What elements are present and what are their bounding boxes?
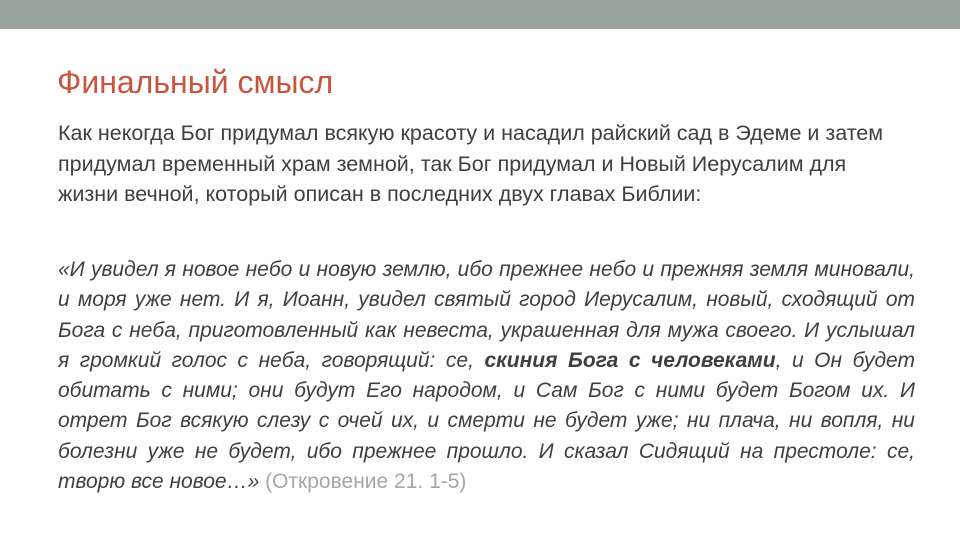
scripture-quote xyxy=(58,255,915,497)
quote-text-part-1: «И увидел я новое небо и новую землю, ибо прежнее небо и прежняя земля миновали, и моря уже нет. И я, Иоанн, увидел святый город Иерусалим, новый, сходящий от Бога с неба, приготовленный как невеста, украшенная для мужа своего. И услышал я громкий голос с неба, говорящий: се, xyxy=(58,258,915,372)
quote-text-part-2: , и Он будет обитать с ними; они будут Его народом, и Сам Бог с ними будет Богом их. И отрет Бог всякую слезу с очей их, и смерти не будет уже; ни плача, ни вопля, ни болезни уже не будет, ибо прежнее прошло. И сказал Сидящий на престоле: се, творю все новое…» xyxy=(58,348,915,494)
slide-title: Финальный смысл xyxy=(57,64,334,100)
top-decorative-bar xyxy=(0,0,960,29)
quote-emphasis: скиния Бога с человеками xyxy=(484,348,776,372)
intro-paragraph: Как некогда Бог придумал всякую красоту и насадил райский сад в Эдеме и затем придумал временный храм земной, так Бог придумал и Новый Иерусалим для жизни вечной, который описан в последних двух главах Библии: xyxy=(58,121,884,206)
quote-citation: (Откровение 21. 1-5) xyxy=(265,470,467,494)
